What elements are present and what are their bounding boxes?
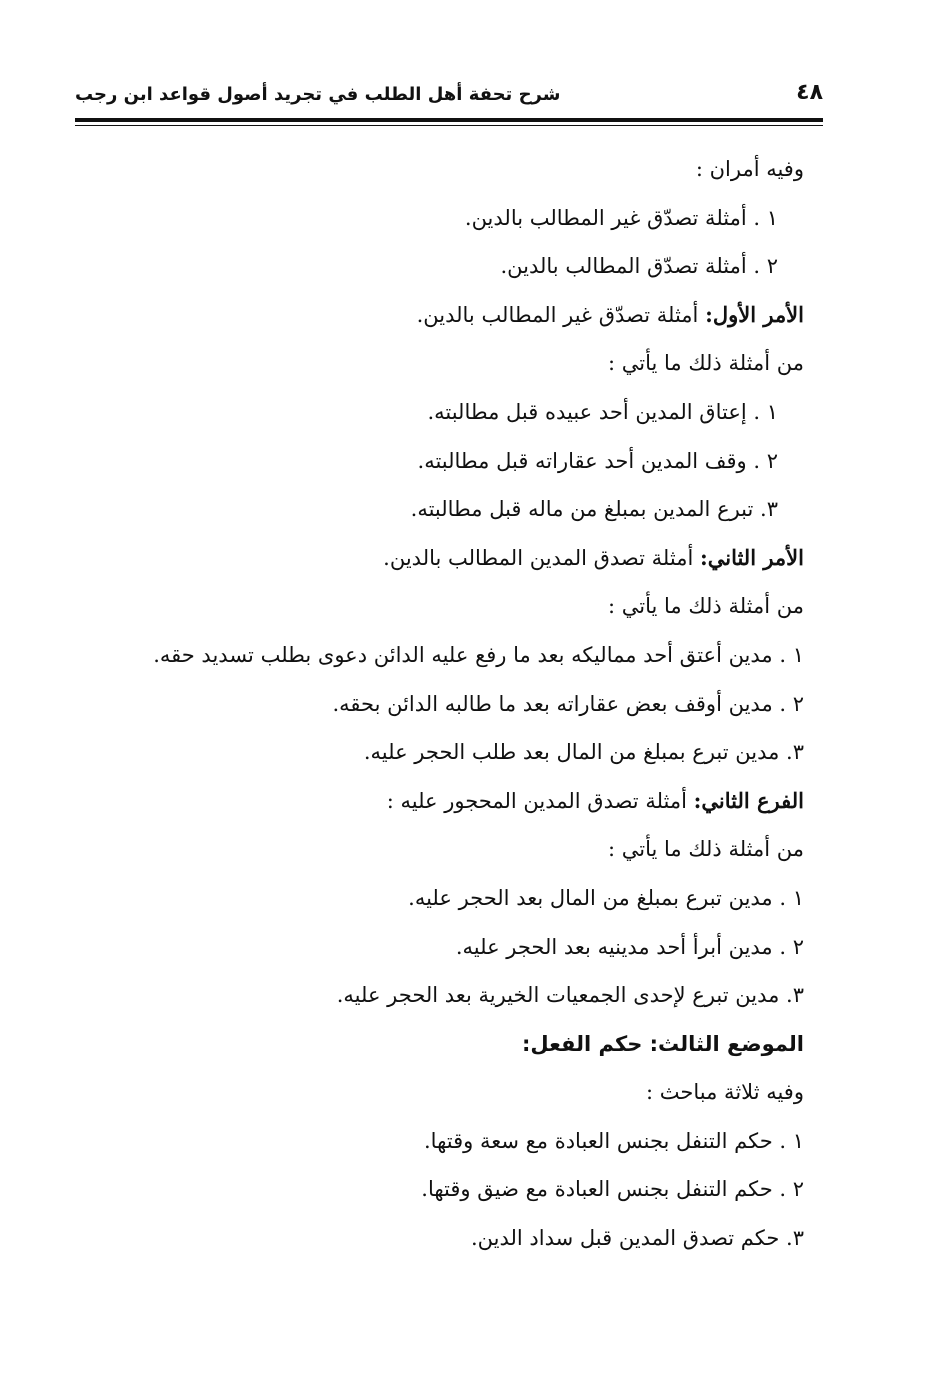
list-item: ٢ . مدين أوقف بعض عقاراته بعد ما طالبه الدائن بحقه.	[332, 691, 804, 716]
list-item: ٣. مدين تبرع بمبلغ من المال بعد طلب الحجر عليه.	[363, 740, 804, 765]
header-rule-thick	[75, 118, 823, 122]
intro-line: وفيه ثلاثة مباحث :	[646, 1080, 804, 1105]
intro-line: من أمثلة ذلك ما يأتي :	[607, 594, 804, 619]
list-item: ١ . مدين أعتق أحد مماليكه بعد ما رفع عليه الدائن دعوى بطلب تسديد حقه.	[153, 642, 804, 667]
list-item: ٢ . حكم التنفل بجنس العبادة مع ضيق وقتها.	[421, 1177, 804, 1202]
intro-line: من أمثلة ذلك ما يأتي :	[607, 351, 804, 376]
list-item: ١ . مدين تبرع بمبلغ من المال بعد الحجر عليه.	[408, 885, 804, 910]
page-body	[100, 145, 804, 1263]
page-header	[75, 80, 823, 116]
section-label: الأمر الأول:	[705, 301, 804, 327]
section-label: الفرع الثاني:	[693, 787, 804, 813]
list-item: ١ . حكم التنفل بجنس العبادة مع سعة وقتها.	[424, 1128, 804, 1153]
section-line: الفرع الثاني: أمثلة تصدق المدين المحجور عليه :	[386, 787, 804, 813]
list-item: ١ . إعتاق المدين أحد عبيده قبل مطالبته.	[427, 399, 778, 424]
list-item: ٣. تبرع المدين بمبلغ من ماله قبل مطالبته.	[410, 497, 778, 522]
header-rule-thin	[75, 125, 823, 126]
list-item: ٢ . مدين أبرأ أحد مدينيه بعد الحجر عليه.	[455, 934, 804, 959]
section-label: الأمر الثاني:	[699, 544, 804, 570]
intro-line: وفيه أمران :	[695, 157, 804, 181]
section-line: الأمر الثاني: أمثلة تصدق المدين المطالب بالدين.	[383, 544, 804, 570]
list-item: ١ . أمثلة تصدّق غير المطالب بالدين.	[464, 205, 778, 230]
chapter-heading-line	[100, 1020, 804, 1069]
section-line: الأمر الأول: أمثلة تصدّق غير المطالب بالدين.	[416, 301, 804, 327]
page-number: ٤٨	[796, 80, 823, 105]
list-item: ٣. حكم تصدق المدين قبل سداد الدين.	[470, 1226, 804, 1251]
list-item: ٣. مدين تبرع لإحدى الجمعيات الخيرية بعد الحجر عليه.	[336, 983, 804, 1008]
running-title: شرح تحفة أهل الطلب في تجريد أصول قواعد ابن رجب	[75, 84, 561, 105]
intro-line: من أمثلة ذلك ما يأتي :	[607, 837, 804, 862]
chapter-heading: الموضع الثالث: حكم الفعل:	[522, 1031, 804, 1056]
list-item: ٢ . وقف المدين أحد عقاراته قبل مطالبته.	[417, 448, 778, 473]
list-item: ٢ . أمثلة تصدّق المطالب بالدين.	[500, 254, 778, 279]
